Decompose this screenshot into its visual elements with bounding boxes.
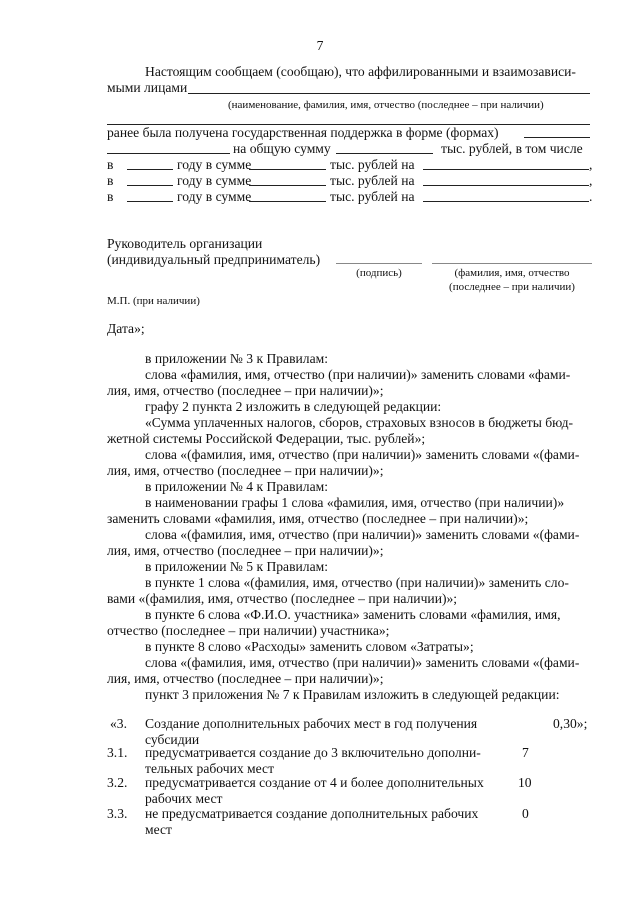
total-sum-field[interactable]	[336, 153, 433, 154]
body-line: слова «фамилия, имя, отчество (при наличии)» заменить словами «фами-	[145, 367, 571, 382]
row-2-sum-field[interactable]	[249, 185, 326, 186]
signer-title: Руководитель организации	[107, 236, 263, 251]
row-year-label: году в сумме	[177, 173, 252, 188]
signature-line[interactable]	[336, 263, 422, 264]
table-row-number: «3.	[110, 716, 127, 731]
body-line: графу 2 пункта 2 изложить в следующей редакции:	[145, 399, 442, 414]
row-end-punct: ,	[589, 173, 593, 188]
body-line: заменить словами «фамилия, имя, отчество (последнее – при наличии)»;	[107, 511, 529, 526]
body-line: в пункте 8 слово «Расходы» заменить словом «Затраты»;	[145, 639, 474, 654]
body-line: слова «(фамилия, имя, отчество (при наличии)» заменить словами «(фами-	[145, 527, 580, 542]
table-row-text: предусматривается создание от 4 и более дополнительных	[145, 775, 484, 790]
table-row-number: 3.2.	[107, 775, 128, 790]
table-row-text: Создание дополнительных рабочих мест в год получения	[145, 716, 478, 731]
form-intro-line: Настоящим сообщаем (сообщаю), что аффилированными и взаимозависи-	[145, 64, 576, 79]
total-sum-label: на общую сумму	[233, 141, 331, 156]
body-line: лия, имя, отчество (последнее – при наличии)»;	[107, 383, 384, 398]
total-sum-unit: тыс. рублей, в том числе	[441, 141, 583, 156]
row-end-punct: .	[589, 189, 593, 204]
page-number: 7	[316, 38, 324, 53]
row-3-sum-field[interactable]	[249, 201, 326, 202]
form-affiliated-label: мыми лицами	[107, 80, 188, 95]
body-line: лия, имя, отчество (последнее – при наличии)»;	[107, 671, 384, 686]
row-unit-label: тыс. рублей на	[330, 157, 415, 172]
stamp-label: М.П. (при наличии)	[107, 295, 200, 307]
body-line: в приложении № 3 к Правилам:	[145, 351, 328, 366]
row-in-label: в	[107, 173, 114, 188]
body-line: отчество (последнее – при наличии) участника»;	[107, 623, 390, 638]
support-form-field-2[interactable]	[107, 153, 230, 154]
table-row-number: 3.3.	[107, 806, 128, 821]
table-row-text-cont: рабочих мест	[145, 791, 223, 806]
body-line: в пункте 6 слова «Ф.И.О. участника» заменить словами «фамилия, имя,	[145, 607, 561, 622]
date-label: Дата»;	[107, 321, 145, 336]
body-line: лия, имя, отчество (последнее – при наличии)»;	[107, 543, 384, 558]
body-line: слова «(фамилия, имя, отчество (при наличии)» заменить словами «(фами-	[145, 447, 580, 462]
row-1-purpose-field[interactable]	[423, 169, 589, 170]
row-in-label: в	[107, 189, 114, 204]
signer-name-line[interactable]	[432, 263, 592, 264]
body-line: слова «(фамилия, имя, отчество (при наличии)» заменить словами «(фами-	[145, 655, 580, 670]
body-line: в приложении № 5 к Правилам:	[145, 559, 328, 574]
body-line: пункт 3 приложения № 7 к Правилам изложить в следующей редакции:	[145, 687, 560, 702]
table-row-number: 3.1.	[107, 745, 128, 760]
table-row-text-cont: тельных рабочих мест	[145, 761, 275, 776]
row-unit-label: тыс. рублей на	[330, 189, 415, 204]
body-line: в приложении № 4 к Правилам:	[145, 479, 328, 494]
support-form-label: ранее была получена государственная поддержка в форме (формах)	[107, 125, 499, 140]
table-row-text-cont: субсидии	[145, 732, 200, 747]
body-line: в пункте 1 слова «(фамилия, имя, отчество (при наличии)» заменить сло-	[145, 575, 569, 590]
table-row-text-cont: мест	[145, 822, 172, 837]
row-1-sum-field[interactable]	[249, 169, 326, 170]
row-2-year-field[interactable]	[127, 185, 173, 186]
signer-subtitle: (индивидуальный предприниматель)	[107, 252, 321, 267]
row-1-year-field[interactable]	[127, 169, 173, 170]
body-line: вами «(фамилия, имя, отчество (последнее – при наличии)»;	[107, 591, 458, 606]
row-year-label: году в сумме	[177, 189, 252, 204]
row-3-year-field[interactable]	[127, 201, 173, 202]
signer-name-hint-2: (последнее – при наличии)	[449, 281, 575, 293]
row-3-purpose-field[interactable]	[423, 201, 589, 202]
name-hint: (наименование, фамилия, имя, отчество (последнее – при наличии)	[228, 99, 544, 111]
table-row-value: 0,30»;	[553, 716, 588, 731]
table-row-text: не предусматривается создание дополнительных рабочих	[145, 806, 479, 821]
support-form-field[interactable]	[524, 137, 590, 138]
signature-hint: (подпись)	[356, 267, 402, 279]
row-unit-label: тыс. рублей на	[330, 173, 415, 188]
table-row-text: предусматривается создание до 3 включительно дополни-	[145, 745, 481, 760]
table-row-value: 7	[522, 745, 529, 760]
body-line: жетной системы Российской Федерации, тыс. рублей»;	[107, 431, 426, 446]
table-row-value: 10	[518, 775, 532, 790]
body-line: «Сумма уплаченных налогов, сборов, страховых взносов в бюджеты бюд-	[145, 415, 574, 430]
table-row-value: 0	[522, 806, 529, 821]
affiliated-name-field[interactable]	[188, 93, 590, 94]
row-year-label: году в сумме	[177, 157, 252, 172]
row-end-punct: ,	[589, 157, 593, 172]
row-in-label: в	[107, 157, 114, 172]
row-2-purpose-field[interactable]	[423, 185, 589, 186]
body-line: лия, имя, отчество (последнее – при наличии)»;	[107, 463, 384, 478]
signer-name-hint: (фамилия, имя, отчество	[454, 267, 570, 279]
body-line: в наименовании графы 1 слова «фамилия, имя, отчество (при наличии)»	[145, 495, 565, 510]
